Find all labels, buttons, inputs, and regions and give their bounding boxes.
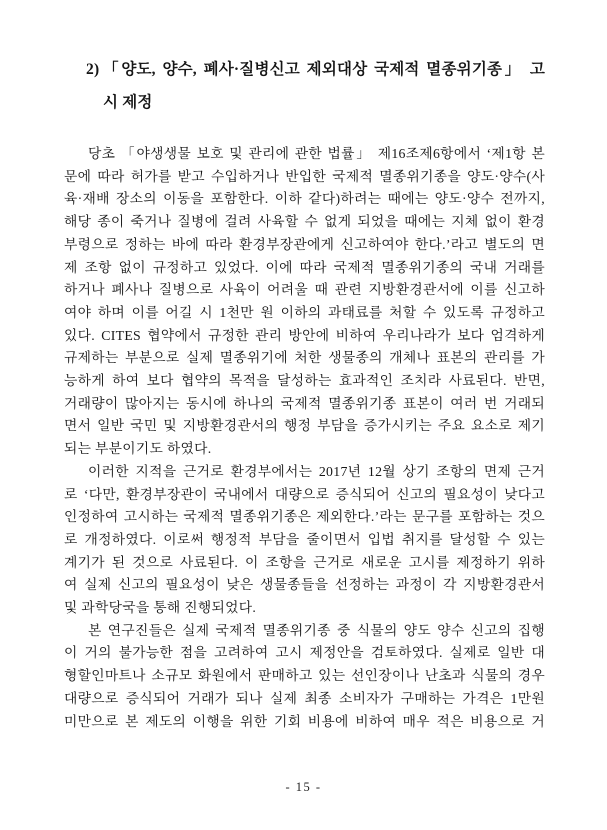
text-line: 규제하는 부분으로 실제 멸종위기에 처한 생물종의 개체나 표본의 관리를 가 [64,350,545,366]
section-heading [86,53,545,119]
text-line: 제 조항 없이 규정하고 있었다. 이에 따라 국제적 멸종위기종의 국내 거래를 [64,259,545,275]
text-line: 능하게 하여 보다 협약의 목적을 달성하는 효과적인 조치라 사료된다. 반면, [64,373,545,389]
text-line: 거래량이 많아지는 동시에 하나의 국제적 멸종위기종 표본이 여러 번 거래되 [64,395,545,411]
text-line: 부령으로 정하는 바에 따라 환경부장관에게 신고하여야 한다.’라고 별도의 면 [64,236,545,252]
text-line: 로 개정하였다. 이로써 행정적 부담을 줄이면서 입법 취지를 달성할 수 있는 [64,531,545,547]
text-line: 대량으로 증식되어 거래가 되나 실제 최종 소비자가 구매하는 가격은 1만원 [64,690,545,706]
text-line: 이러한 지적을 근거로 환경부에서는 2017년 12월 상기 조항의 면제 근거 [88,463,545,479]
heading-lines [103,53,545,119]
text-line: 있다. CITES 협약에서 규정한 관리 방안에 비하여 우리나라가 보다 엄격하게 [64,327,545,343]
text-line: 문에 따라 허가를 받고 수입하거나 반입한 국제적 멸종위기종을 양도·양수(사 [64,168,545,184]
heading-line: 「양도, 양수, 폐사·질병신고 제외대상 국제적 멸종위기종」 고 [103,61,545,78]
paragraph [64,620,545,734]
text-line: 당초 「야생생물 보호 및 관리에 관한 법률」 제16조제6항에서 ‘제1항 본 [88,146,545,161]
text-line: 계기가 된 것으로 사료된다. 이 조항을 근거로 새로운 고시를 제정하기 위하 [64,554,545,570]
heading-line: 시 제정 [103,94,153,111]
page-number: - 15 - [285,780,322,794]
text-line: 인정하여 고시하는 국제적 멸종위기종은 제외한다.’라는 문구를 포함하는 것으 [64,509,545,525]
body-text [64,143,545,733]
heading-number: 2) [86,61,100,78]
text-line: 되는 부분이기도 하였다. [64,441,212,457]
paragraph [64,461,545,620]
text-line: 면서 일반 국민 및 지방환경관서의 행정 부담을 증가시키는 주요 요소로 제기 [64,418,545,434]
text-line: 여 실제 신고의 필요성이 낮은 생물종들을 선정하는 과정이 각 지방환경관서 [64,577,545,593]
text-line: 및 과학당국을 통해 진행되었다. [64,600,257,616]
text-line: 미만으로 본 제도의 이행을 위한 기회 비용에 비하여 매우 적은 비용으로 거 [64,713,545,729]
text-line: 로 ‘다만, 환경부장관이 국내에서 대량으로 증식되어 신고의 필요성이 낮다고 [64,486,545,502]
text-line: 본 연구진들은 실제 국제적 멸종위기종 중 식물의 양도 양수 신고의 집행 [88,622,545,638]
paragraph [64,143,545,461]
text-line: 하거나 폐사나 질병으로 사육이 어려울 때 관련 지방환경관서에 이를 신고하 [64,282,545,298]
text-line: 해당 종이 죽거나 질병에 걸려 사육할 수 없게 되었을 때에는 지체 없이 환경 [64,214,545,230]
text-line: 이 거의 불가능한 점을 고려하여 고시 제정안을 검토하였다. 실제로 일반 대 [64,645,545,661]
text-line: 육·재배 장소의 이동을 포함한다. 이하 같다)하려는 때에는 양도·양수 전까지, [64,191,545,207]
page-footer [0,780,607,795]
text-line: 형할인마트나 소규모 화원에서 판매하고 있는 선인장이나 난초과 식물의 경우 [64,668,545,684]
text-line: 여야 하며 이를 어길 시 1천만 원 이하의 과태료를 처할 수 있도록 규정하고 [64,304,545,320]
